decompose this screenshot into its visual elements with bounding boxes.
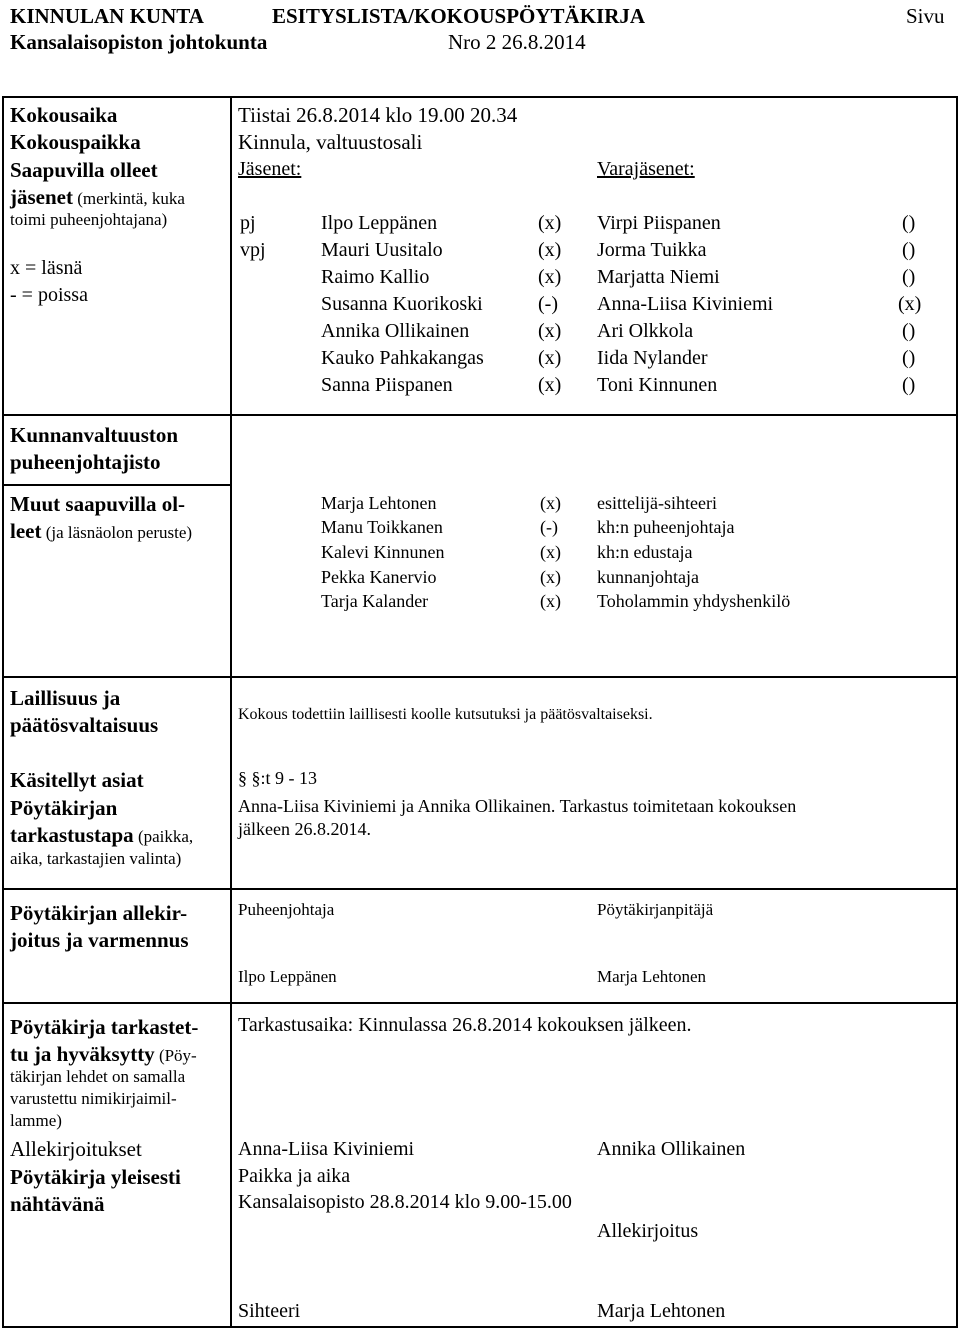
others-label-line1: Muut saapuvilla ol- [10, 492, 186, 516]
deputies-header: Varajäsenet: [597, 158, 695, 180]
inspected-label-line4: varustettu nimikirjaimil- [10, 1089, 177, 1108]
member-name: Ilpo Leppänen [321, 212, 438, 234]
member-name: Annika Ollikainen [321, 320, 470, 342]
deputy-mark: () [902, 266, 916, 288]
legality-value: Kokous todettiin laillisesti koolle kutsutuksi ja päätösvaltaiseksi. [238, 706, 653, 723]
member-mark: (x) [538, 320, 562, 342]
meeting-number: Nro 2 26.8.2014 [448, 30, 586, 54]
legend-absent: - = poissa [10, 284, 88, 306]
table-top-border [2, 96, 958, 98]
council-label-line1: Kunnanvaltuuston [10, 423, 179, 447]
deputy-name: Jorma Tuikka [597, 239, 707, 261]
legend-present: x = läsnä [10, 257, 83, 279]
inspected-label-bold: tu ja hyväksytty [10, 1042, 155, 1066]
table-right-border [956, 96, 958, 1326]
row-divider-others [2, 676, 958, 678]
deputy-name: Toni Kinnunen [597, 374, 718, 396]
inspection-label-line2 [10, 823, 193, 848]
member-mark: (x) [538, 266, 562, 288]
deputy-name: Virpi Piispanen [597, 212, 721, 234]
deputy-mark: (x) [898, 293, 922, 315]
deputy-mark: () [902, 320, 916, 342]
handled-value: § §:t 9 - 13 [238, 768, 317, 788]
council-label-line2: puheenjohtajisto [10, 450, 161, 474]
other-mark: (x) [540, 542, 561, 562]
inspected-label-line2 [10, 1042, 197, 1067]
member-role: vpj [240, 239, 266, 261]
others-label-rest: (ja läsnäolon peruste) [41, 523, 193, 542]
inspection-value-line2: jälkeen 26.8.2014. [238, 819, 371, 839]
handled-label: Käsitellyt asiat [10, 768, 144, 792]
inspection-label-line1: Pöytäkirjan [10, 796, 118, 820]
deputy-name: Anna-Liisa Kiviniemi [597, 293, 774, 315]
members-header: Jäsenet: [238, 158, 302, 180]
present-label-line2 [10, 185, 185, 210]
member-role: pj [240, 212, 256, 234]
page-label: Sivu [906, 4, 945, 28]
public-label-line2: nähtävänä [10, 1192, 105, 1216]
meeting-time-label: Kokousaika [10, 103, 118, 127]
meeting-place-value: Kinnula, valtuustosali [238, 130, 423, 154]
secretary-label: Sihteeri [238, 1300, 301, 1322]
other-name: Marja Lehtonen [321, 493, 437, 513]
deputy-mark: () [902, 347, 916, 369]
other-basis: esittelijä-sihteeri [597, 493, 717, 513]
others-label-bold: leet [10, 519, 42, 543]
member-name: Kauko Pahkakangas [321, 347, 484, 369]
row-divider-inspection [2, 888, 958, 890]
place-time-value: Kansalaisopisto 28.8.2014 klo 9.00-15.00 [238, 1191, 572, 1213]
member-mark: (-) [538, 293, 558, 315]
inspection-value-line1: Anna-Liisa Kiviniemi ja Annika Ollikainen. Tarkastus toimitetaan kokouksen [238, 796, 797, 816]
inspected-label-line3: täkirjan lehdet on samalla [10, 1067, 186, 1086]
row-divider-signing [2, 1002, 958, 1004]
member-name: Sanna Piispanen [321, 374, 453, 396]
present-label-bold: jäsenet [10, 185, 73, 209]
inspected-label-line1: Pöytäkirja tarkastet- [10, 1015, 199, 1039]
column-divider [230, 96, 232, 1326]
place-time-label: Paikka ja aika [238, 1165, 351, 1187]
table-left-border [2, 96, 4, 1326]
other-basis: kunnanjohtaja [597, 567, 699, 587]
deputy-mark: () [902, 374, 916, 396]
member-name: Susanna Kuorikoski [321, 293, 483, 315]
other-name: Manu Toikkanen [321, 517, 443, 537]
inspection-label-rest: (paikka, [133, 827, 194, 846]
other-basis: kh:n edustaja [597, 542, 693, 562]
member-mark: (x) [538, 374, 562, 396]
other-mark: (-) [540, 517, 558, 537]
meeting-place-label: Kokouspaikka [10, 130, 141, 154]
inspection-time: Tarkastusaika: Kinnulassa 26.8.2014 kokouksen jälkeen. [238, 1014, 692, 1036]
chair-title: Puheenjohtaja [238, 900, 335, 919]
member-name: Mauri Uusitalo [321, 239, 443, 261]
member-name: Raimo Kallio [321, 266, 430, 288]
meeting-time-value: Tiistai 26.8.2014 klo 19.00 20.34 [238, 103, 518, 127]
other-mark: (x) [540, 493, 561, 513]
document-type: ESITYSLISTA/KOKOUSPÖYTÄKIRJA [272, 4, 646, 28]
inspected-label-line5: lamme) [10, 1111, 62, 1130]
inspected-label-rest: (Pöy- [154, 1046, 197, 1065]
signatures-label: Allekirjoitukset [10, 1137, 142, 1161]
deputy-mark: () [902, 239, 916, 261]
present-label-line3: toimi puheenjohtajana) [10, 210, 168, 229]
signature-label: Allekirjoitus [597, 1220, 699, 1242]
legality-label-line1: Laillisuus ja [10, 686, 121, 710]
others-label-line2 [10, 519, 192, 544]
deputy-mark: () [902, 212, 916, 234]
signature-name-1: Anna-Liisa Kiviniemi [238, 1138, 415, 1160]
present-label-rest: (merkintä, kuka [72, 189, 185, 208]
secretary-name: Marja Lehtonen [597, 967, 707, 986]
public-secretary-name: Marja Lehtonen [597, 1300, 726, 1322]
body-name: Kansalaisopiston johtokunta [10, 30, 268, 54]
organization-name: KINNULAN KUNTA [10, 4, 204, 28]
other-mark: (x) [540, 567, 561, 587]
deputy-name: Iida Nylander [597, 347, 708, 369]
member-mark: (x) [538, 212, 562, 234]
present-label-line1: Saapuvilla olleet [10, 158, 158, 182]
signing-label-line2: joitus ja varmennus [10, 928, 189, 952]
other-name: Tarja Kalander [321, 591, 429, 611]
other-basis: Toholammin yhdyshenkilö [597, 591, 791, 611]
inspection-label-bold: tarkastustapa [10, 823, 134, 847]
public-label-line1: Pöytäkirja yleisesti [10, 1165, 181, 1189]
other-name: Kalevi Kinnunen [321, 542, 445, 562]
legality-label-line2: päätösvaltaisuus [10, 713, 159, 737]
other-basis: kh:n puheenjohtaja [597, 517, 735, 537]
chair-name: Ilpo Leppänen [238, 967, 337, 986]
other-mark: (x) [540, 591, 561, 611]
signing-label-line1: Pöytäkirjan allekir- [10, 901, 188, 925]
deputy-name: Marjatta Niemi [597, 266, 720, 288]
row-divider-council [2, 484, 230, 486]
member-mark: (x) [538, 239, 562, 261]
member-mark: (x) [538, 347, 562, 369]
inspection-label-line3: aika, tarkastajien valinta) [10, 849, 182, 868]
secretary-title: Pöytäkirjanpitäjä [597, 900, 714, 919]
deputy-name: Ari Olkkola [597, 320, 694, 342]
signature-name-2: Annika Ollikainen [597, 1138, 746, 1160]
row-divider-members [2, 414, 958, 416]
other-name: Pekka Kanervio [321, 567, 437, 587]
